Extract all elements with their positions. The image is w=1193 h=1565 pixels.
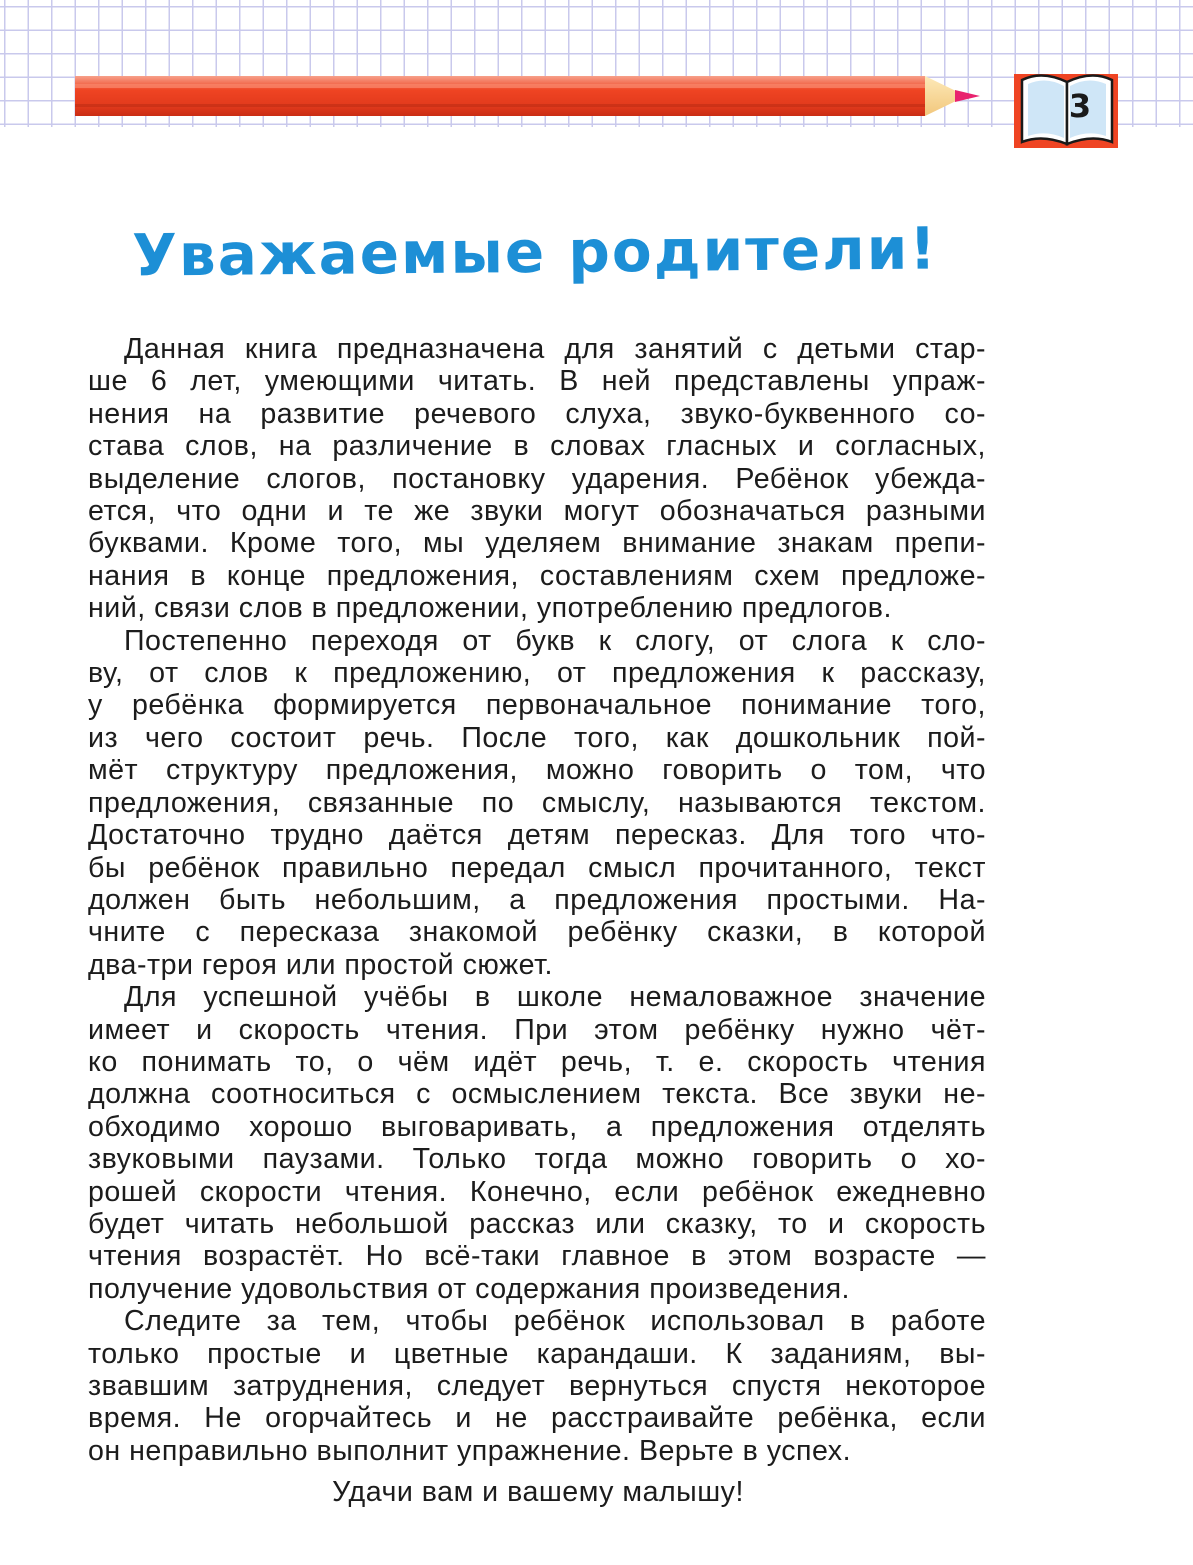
text-line: два-три героя или простой сюжет. (88, 948, 553, 981)
text-line: обходимо хорошо выговаривать, а предложения отделять (88, 1110, 986, 1143)
page-number: 3 (1068, 87, 1092, 125)
text-line: Достаточно трудно даётся детям пересказ. Для того что- (88, 819, 986, 852)
text-line: предложения, связанные по смыслу, называются текстом. (88, 786, 986, 819)
text-line: должен быть небольшим, а предложения простыми. На- (88, 883, 986, 916)
text-line: время. Не огорчайтесь и не расстраивайте ребёнка, если (88, 1402, 986, 1435)
text-line: будет читать небольшой рассказ или сказку, то и скорость (88, 1207, 986, 1240)
text-line: Для успешной учёбы в школе немаловажное значение (124, 981, 986, 1014)
text-line: имеет и скорость чтения. При этом ребёнку нужно чёт- (88, 1013, 986, 1046)
text-line: става слов, на различение в словах гласных и согласных, (88, 430, 986, 463)
text-line: Данная книга предназначена для занятий с детьми стар- (124, 333, 986, 365)
text-line: из чего состоит речь. После того, как дошкольник пой- (88, 721, 986, 754)
text-line: рошей скорости чтения. Конечно, если ребёнок ежедневно (88, 1175, 986, 1208)
text-line: бы ребёнок правильно передал смысл прочитанного, текст (88, 851, 986, 884)
text-line: должна соотноситься с осмыслением текста. Все звуки не- (88, 1078, 986, 1111)
paragraph (88, 981, 986, 1305)
paragraph (88, 1305, 986, 1467)
text-line: ется, что одни и те же звуки могут обозначаться разными (88, 495, 986, 528)
text-line: чтения возрастёт. Но всё-таки главное в этом возрасте — (88, 1240, 986, 1273)
closing-line: Удачи вам и вашему малышу! (332, 1476, 744, 1508)
text-line: Постепенно переходя от букв к слогу, от слога к сло- (124, 624, 986, 657)
text-line: мёт структуру предложения, можно говорить о том, что (88, 754, 986, 787)
text-line: чните с пересказа знакомой ребёнку сказки, в которой (88, 916, 986, 949)
text-line: выделение слогов, постановку ударения. Ребёнок убежда- (88, 462, 986, 495)
text-line: звуковыми паузами. Только тогда можно говорить о хо- (88, 1143, 986, 1176)
text-line: ше 6 лет, умеющими читать. В ней представлены упраж- (88, 365, 986, 398)
paragraph (88, 625, 986, 981)
paragraph (88, 333, 986, 625)
text-line: ко понимать то, о чём идёт речь, т. е. скорость чтения (88, 1045, 986, 1078)
text-line: у ребёнка формируется первоначальное понимание того, (88, 689, 986, 722)
text-line: буквами. Кроме того, мы уделяем внимание знакам препи- (88, 527, 986, 560)
text-line: он неправильно выполнит упражнение. Верьте в успех. (88, 1434, 852, 1467)
text-line: звавшим затруднения, следует вернуться спустя некоторое (88, 1370, 986, 1402)
text-line: нания в конце предложения, составлениям схем предложе- (88, 559, 986, 592)
text-line: нения на развитие речевого слуха, звуко-буквенного со- (88, 397, 986, 430)
text-line: получение удовольствия от содержания произведения. (88, 1272, 851, 1305)
body-text (88, 333, 986, 1467)
text-line: только простые и цветные карандаши. К заданиям, вы- (88, 1337, 986, 1370)
text-line: Следите за тем, чтобы ребёнок использовал в работе (124, 1305, 986, 1338)
pencil-icon (0, 0, 1000, 130)
text-line: ний, связи слов в предложении, употреблению предлогов. (88, 592, 892, 625)
text-line: ву, от слов к предложению, от предложения к рассказу, (88, 657, 986, 690)
page-title: Уважаемые родители! (131, 214, 939, 290)
